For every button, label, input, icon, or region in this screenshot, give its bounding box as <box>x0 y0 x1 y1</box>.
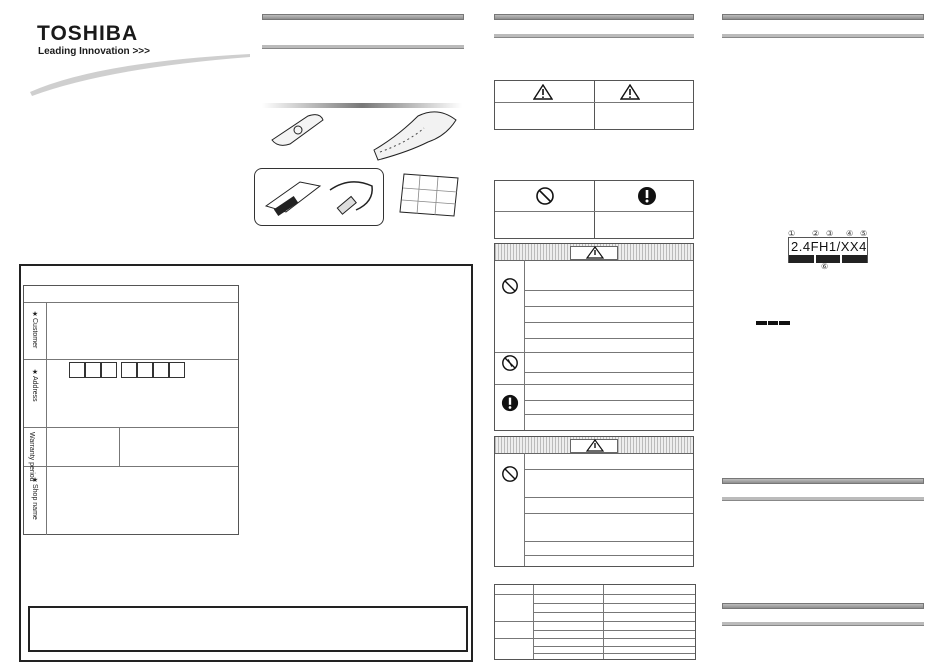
model-marker-6: ⑥ <box>821 262 829 271</box>
warranty-form-table <box>23 285 239 535</box>
prohibition-icon <box>535 186 555 206</box>
shop-name-label: ★Shop name <box>31 476 38 520</box>
section-header-bar <box>494 14 694 20</box>
address-label: ★Address <box>31 368 38 402</box>
exclamation-icon <box>501 394 519 412</box>
prohibition-icon <box>501 277 519 295</box>
section-header-bar <box>722 603 924 609</box>
postal-code-boxes[interactable] <box>69 362 185 378</box>
warning-symbols-table <box>494 80 694 130</box>
symbol-meaning-table <box>494 180 694 239</box>
warning-block <box>494 243 694 431</box>
warning-triangle-icon <box>533 84 553 100</box>
transmitter-usb-illustration <box>260 172 380 222</box>
section-header-bar <box>722 14 924 20</box>
warning-triangle-icon <box>585 246 605 259</box>
customer-label: ★Customer <box>31 310 38 349</box>
caution-block <box>494 436 694 567</box>
model-code-label: 2.4FH1/XX4 <box>788 237 868 263</box>
section-divider <box>722 497 924 501</box>
section-divider <box>722 34 924 38</box>
section-header-bar <box>262 14 464 20</box>
specification-table <box>494 584 696 660</box>
brand-tagline: Leading Innovation >>> <box>38 46 150 57</box>
neck-strap-illustration <box>368 106 463 162</box>
section-header-bar <box>722 478 924 484</box>
receiver-unit-illustration <box>268 110 328 150</box>
warning-triangle-icon <box>585 439 605 452</box>
sticker-sheet-illustration <box>398 170 462 220</box>
swoosh-graphic <box>28 48 253 98</box>
warranty-period-label: Warranty period <box>28 432 35 482</box>
section-divider <box>722 622 924 626</box>
no-disassemble-icon <box>501 354 519 372</box>
exclamation-icon <box>637 186 657 206</box>
section-divider <box>262 45 464 49</box>
section-divider <box>494 34 694 38</box>
notice-box <box>28 606 468 652</box>
warning-triangle-icon <box>620 84 640 100</box>
lamp-indicator-bar <box>756 321 790 325</box>
brand-logo: TOSHIBA <box>37 22 139 45</box>
prohibition-icon <box>501 465 519 483</box>
